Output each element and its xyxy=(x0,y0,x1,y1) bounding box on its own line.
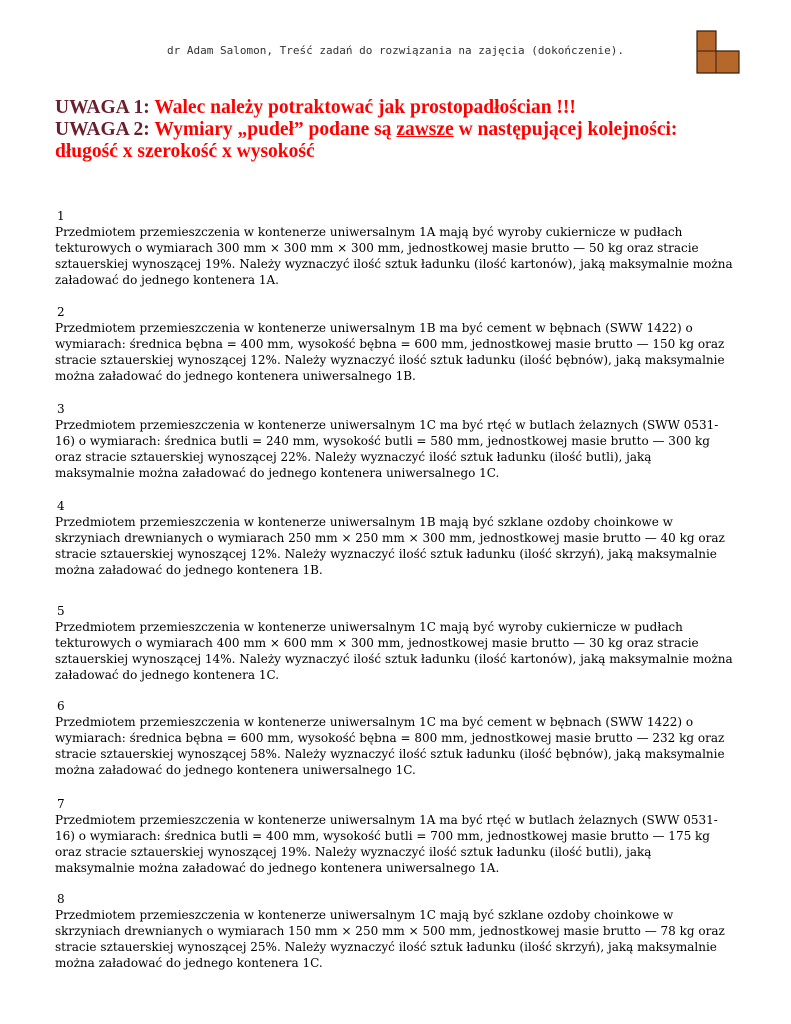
task-number: 1 xyxy=(57,209,65,223)
task-1 xyxy=(55,208,735,288)
task-7 xyxy=(55,796,735,876)
task-text: Przedmiotem przemieszczenia w kontenerze uniwersalnym 1C mają być wyroby cukiernicze w pudłach tekturowych o wymiarach 400 mm × 600 mm × 300 mm, jednostkowej masie brutto — 30 kg oraz stracie sztauerskiej wynoszącej 14%. Należy wyznaczyć ilość sztuk ładunku (ilość kartonów), jaką maksymalnie można załadować do jednego kontenera 1C. xyxy=(55,620,733,682)
task-number: 7 xyxy=(57,797,65,811)
task-3 xyxy=(55,401,735,481)
warning-2-emphasis: zawsze xyxy=(396,119,454,140)
warnings-block xyxy=(55,97,745,163)
task-number: 5 xyxy=(57,604,65,618)
warning-2-label: UWAGA 2: xyxy=(55,119,150,140)
task-number: 2 xyxy=(57,305,65,319)
task-text: Przedmiotem przemieszczenia w kontenerze uniwersalnym 1C ma być cement w bębnach (SWW 1422) o wymiarach: średnica bębna = 600 mm, wysokość bębna = 800 mm, jednostkowej masie brutto — 232 kg oraz stracie sztauerskiej wynoszącej 58%. Należy wyznaczyć ilość sztuk ładunku (ilość bębnów), jaką maksymalnie można załadować do jednego kontenera uniwersalnego 1C. xyxy=(55,715,725,777)
warning-1-label: UWAGA 1: xyxy=(55,97,150,118)
warning-1-text: Walec należy potraktować jak prostopadłościan !!! xyxy=(154,97,576,118)
task-text: Przedmiotem przemieszczenia w kontenerze uniwersalnym 1B ma być cement w bębnach (SWW 1422) o wymiarach: średnica bębna = 400 mm, wysokość bębna = 600 mm, jednostkowej masie brutto — 150 kg oraz stracie sztauerskiej wynoszącej 12%. Należy wyznaczyć ilość sztuk ładunku (ilość bębnów), jaką maksymalnie można załadować do jednego kontenera uniwersalnego 1B. xyxy=(55,321,725,383)
task-text: Przedmiotem przemieszczenia w kontenerze uniwersalnym 1B mają być szklane ozdoby choinkowe w skrzyniach drewnianych o wymiarach 250 mm × 250 mm × 300 mm, jednostkowej masie brutto — 40 kg oraz stracie sztauerskiej wynoszącej 12%. Należy wyznaczyć ilość sztuk ładunku (ilość skrzyń), jaką maksymalnie można załadować do jednego kontenera 1B. xyxy=(55,515,725,577)
task-8 xyxy=(55,891,735,971)
task-number: 4 xyxy=(57,499,65,513)
warning-1 xyxy=(55,97,745,119)
task-number: 3 xyxy=(57,402,65,416)
task-number: 8 xyxy=(57,892,65,906)
task-text: Przedmiotem przemieszczenia w kontenerze uniwersalnym 1C ma być rtęć w butlach żelaznych (SWW 0531-16) o wymiarach: średnica butli = 240 mm, wysokość butli = 580 mm, jednostkowej masie brutto — 300 kg oraz stracie sztauerskiej wynoszącej 22%. Należy wyznaczyć ilość sztuk ładunku (ilość butli), jaką maksymalnie można załadować do jednego kontenera uniwersalnego 1C. xyxy=(55,418,719,480)
warning-2-text-a: Wymiary „pudeł” podane są xyxy=(154,119,397,140)
task-5 xyxy=(55,603,735,683)
task-6 xyxy=(55,698,735,778)
warning-2 xyxy=(55,119,745,163)
logo-icon xyxy=(696,30,740,74)
warning-2-text-b: w następującej kolejności: długość x szerokość x wysokość xyxy=(55,119,678,162)
task-4 xyxy=(55,498,735,578)
task-text: Przedmiotem przemieszczenia w kontenerze uniwersalnym 1A ma być rtęć w butlach żelaznych (SWW 0531-16) o wymiarach: średnica butli = 400 mm, wysokość butli = 700 mm, jednostkowej masie brutto — 175 kg oraz stracie sztauerskiej wynoszącej 19%. Należy wyznaczyć ilość sztuk ładunku (ilość butli), jaką maksymalnie można załadować do jednego kontenera uniwersalnego 1A. xyxy=(55,813,718,875)
page-header: dr Adam Salomon, Treść zadań do rozwiązania na zajęcia (dokończenie). xyxy=(167,44,624,57)
task-number: 6 xyxy=(57,699,65,713)
task-text: Przedmiotem przemieszczenia w kontenerze uniwersalnym 1A mają być wyroby cukiernicze w pudłach tekturowych o wymiarach 300 mm × 300 mm × 300 mm, jednostkowej masie brutto — 50 kg oraz stracie sztauerskiej wynoszącej 19%. Należy wyznaczyć ilość sztuk ładunku (ilość kartonów), jaką maksymalnie można załadować do jednego kontenera 1A. xyxy=(55,225,733,287)
task-2 xyxy=(55,304,735,384)
task-text: Przedmiotem przemieszczenia w kontenerze uniwersalnym 1C mają być szklane ozdoby choinkowe w skrzyniach drewnianych o wymiarach 150 mm × 250 mm × 500 mm, jednostkowej masie brutto — 78 kg oraz stracie sztauerskiej wynoszącej 25%. Należy wyznaczyć ilość sztuk ładunku (ilość skrzyń), jaką maksymalnie można załadować do jednego kontenera 1C. xyxy=(55,908,725,970)
